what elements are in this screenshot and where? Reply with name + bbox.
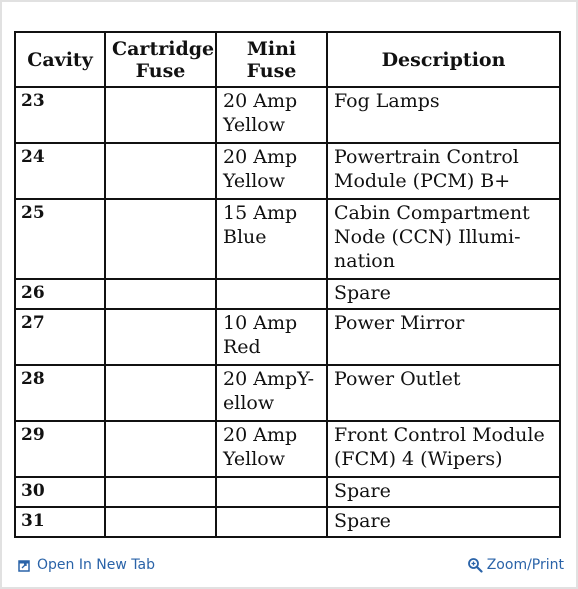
cell-description: Spare [327,507,560,537]
cell-cavity: 30 [15,477,105,507]
cell-cartridge [105,279,216,309]
table-row [15,477,560,507]
cell-mini-fuse [216,279,327,309]
cell-description: Cabin Compartment Node (CCN) Illumi- nation [327,199,560,279]
table-row [15,199,560,279]
cell-description: Spare [327,477,560,507]
cell-mini-fuse: 20 Amp Yellow [216,87,327,143]
cell-description: Powertrain Control Module (PCM) B+ [327,143,560,199]
cell-description: Power Outlet [327,365,560,421]
table-row [15,279,560,309]
cell-mini-fuse: 10 Amp Red [216,309,327,365]
cell-mini-fuse: 15 Amp Blue [216,199,327,279]
magnifier-icon [467,557,483,573]
cell-description: Power Mirror [327,309,560,365]
header-mini-fuse: Mini Fuse [216,32,327,87]
header-row [15,32,560,87]
table-row [15,143,560,199]
header-cavity: Cavity [15,32,105,87]
cell-cavity: 23 [15,87,105,143]
table-row [15,365,560,421]
table-row [15,421,560,477]
cell-mini-fuse: 20 Amp Yellow [216,143,327,199]
zoom-print-link[interactable] [467,557,564,573]
cell-cavity: 27 [15,309,105,365]
cell-cartridge [105,507,216,537]
table-row [15,507,560,537]
cell-cartridge [105,87,216,143]
header-description: Description [327,32,560,87]
cell-cavity: 29 [15,421,105,477]
fuse-table-container [14,31,561,538]
open-in-new-tab-label: Open In New Tab [37,557,155,573]
fuse-table [14,31,561,538]
cell-cavity: 25 [15,199,105,279]
cell-description: Spare [327,279,560,309]
image-toolbar [14,554,564,578]
cell-cartridge [105,421,216,477]
cell-cavity: 24 [15,143,105,199]
open-in-new-tab-link[interactable] [18,557,155,573]
cell-mini-fuse: 20 AmpY- ellow [216,365,327,421]
cell-cartridge [105,143,216,199]
cell-cartridge [105,477,216,507]
open-new-tab-icon [18,559,31,572]
cell-cartridge [105,365,216,421]
cell-mini-fuse: 20 Amp Yellow [216,421,327,477]
table-row [15,87,560,143]
header-cartridge-fuse: Cartridge Fuse [105,32,216,87]
cell-cartridge [105,309,216,365]
cell-cavity: 31 [15,507,105,537]
cell-cavity: 26 [15,279,105,309]
zoom-print-label: Zoom/Print [486,557,564,573]
cell-mini-fuse [216,477,327,507]
cell-description: Front Control Module (FCM) 4 (Wipers) [327,421,560,477]
cell-cavity: 28 [15,365,105,421]
table-row [15,309,560,365]
cell-mini-fuse [216,507,327,537]
cell-description: Fog Lamps [327,87,560,143]
cell-cartridge [105,199,216,279]
